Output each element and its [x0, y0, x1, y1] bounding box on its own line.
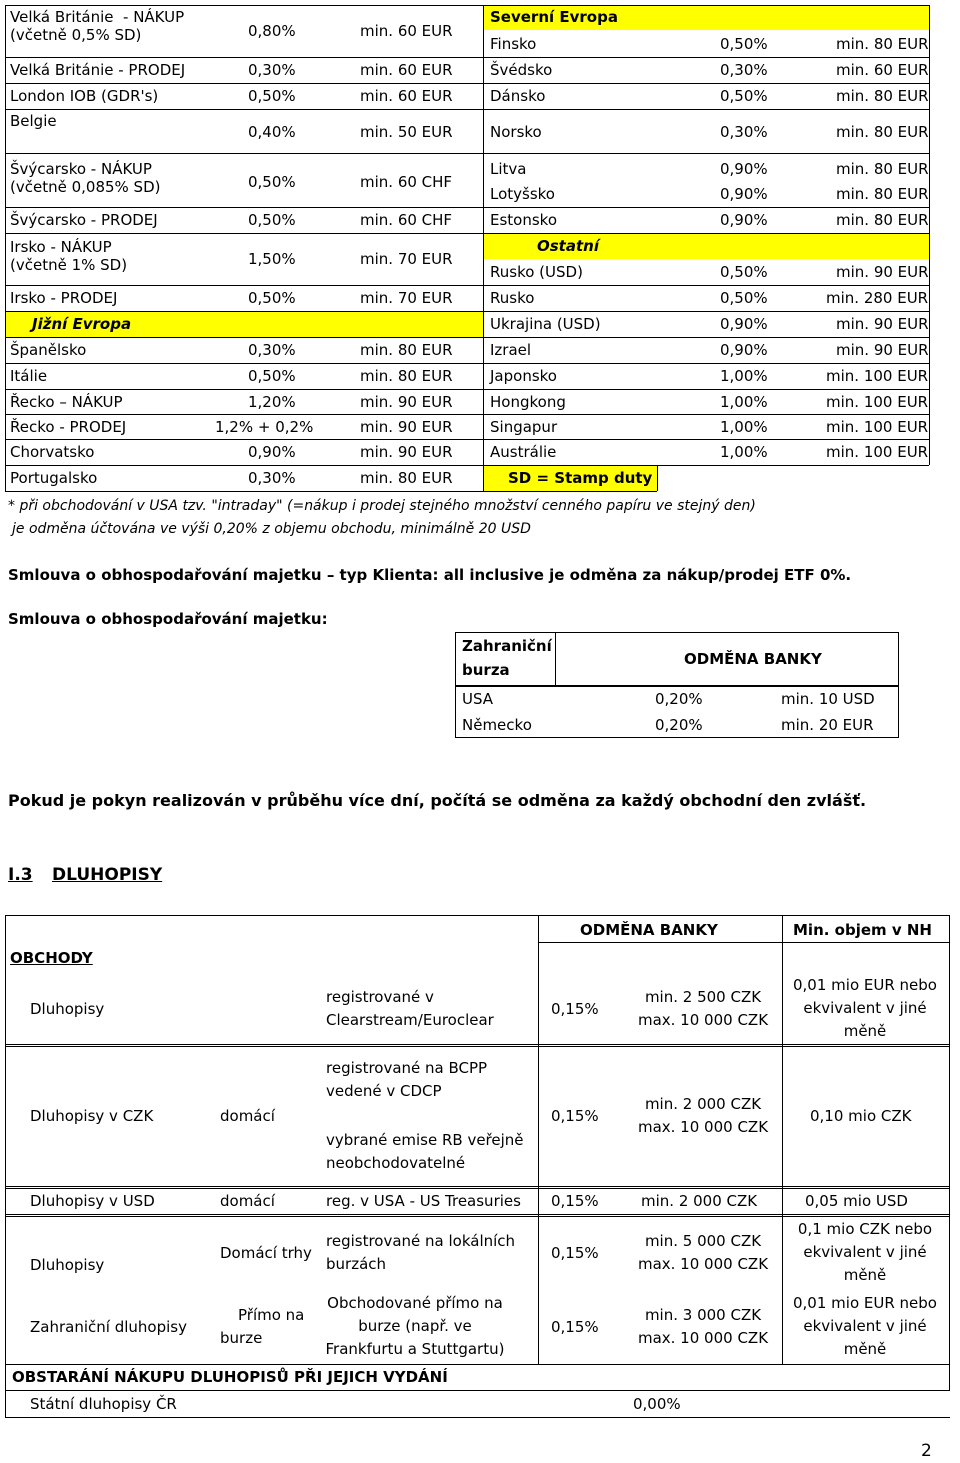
bond-row-minmax: min. 3 000 CZK max. 10 000 CZK [637, 1306, 769, 1347]
para-smlouva: Smlouva o obhospodařování majetku: [8, 610, 328, 628]
bond-row-type: Dluhopisy v USD [30, 1192, 155, 1210]
bonds-obstarani-title: OBSTARÁNÍ NÁKUPU DLUHOPISŮ PŘI JEJICH VYDÁNÍ [12, 1368, 448, 1386]
row-fee: 0,50% [248, 173, 296, 191]
row-fee: 0,40% [248, 123, 296, 141]
bond-row-fee: 0,15% [551, 1107, 599, 1125]
row-name: Izrael [490, 341, 532, 359]
row-name: Norsko [490, 123, 542, 141]
row-min: min. 50 EUR [360, 123, 453, 141]
smlouva-header-left: Zahraniční burza [462, 637, 552, 679]
smlouva-row-min: min. 10 USD [781, 690, 875, 708]
row-name: Řecko - PRODEJ [10, 418, 127, 436]
row-fee: 0,90% [720, 211, 768, 229]
row-fee: 0,90% [248, 443, 296, 461]
row-fee: 0,50% [248, 367, 296, 385]
bond-row-fee: 0,15% [551, 1244, 599, 1262]
bond-row-fee: 0,15% [551, 1318, 599, 1336]
row-name: Rusko (USD) [490, 263, 583, 281]
row-min: min. 90 EUR [836, 341, 929, 359]
bond-statni-fee: 0,00% [633, 1395, 681, 1413]
row-name: Austrálie [490, 443, 557, 461]
bond-row-type: Dluhopisy v CZK [30, 1107, 154, 1125]
row-min: min. 80 EUR [360, 469, 453, 487]
row-name: London IOB (GDR's) [10, 87, 159, 105]
row-fee: 1,00% [720, 443, 768, 461]
bond-row-registration: registrované na BCPP vedené v CDCP [326, 1059, 488, 1100]
row-fee: 0,30% [720, 61, 768, 79]
row-name: Švýcarsko - PRODEJ [10, 211, 158, 229]
row-min: min. 60 CHF [360, 173, 453, 191]
bond-row-type: Zahraniční dluhopisy [30, 1318, 187, 1336]
row-min: min. 60 EUR [836, 61, 929, 79]
bond-row-min-objem: 0,01 mio EUR nebo ekvivalent v jiné měně [793, 976, 937, 1040]
bond-row-market: Přímo na burze [220, 1306, 305, 1347]
row-fee: 0,50% [720, 263, 768, 281]
bond-row-minmax: min. 2 000 CZK max. 10 000 CZK [637, 1095, 769, 1136]
bond-row-market: Domácí trhy [220, 1244, 312, 1262]
row-fee: 0,80% [248, 22, 296, 40]
bond-row-registration: registrované v Clearstream/Euroclear [326, 988, 494, 1029]
region-heading-severni: Severní Evropa [490, 8, 618, 26]
row-name: Estonsko [490, 211, 558, 229]
row-fee: 0,30% [248, 341, 296, 359]
row-min: min. 60 EUR [360, 61, 453, 79]
region-heading-ostatni: Ostatní [537, 237, 599, 255]
bond-row-min-objem: 0,1 mio CZK nebo ekvivalent v jiné měně [797, 1220, 933, 1284]
row-min: min. 80 EUR [836, 123, 929, 141]
smlouva-row-min: min. 20 EUR [781, 716, 874, 734]
bond-row-minmax: min. 5 000 CZK max. 10 000 CZK [637, 1232, 769, 1273]
bond-row-registration: reg. v USA - US Treasuries [326, 1192, 521, 1210]
row-min: min. 60 CHF [360, 211, 453, 229]
row-fee: 1,20% [248, 393, 296, 411]
section-title: DLUHOPISY [52, 865, 163, 885]
row-min: min. 100 EUR [826, 367, 929, 385]
row-min: min. 60 EUR [360, 22, 453, 40]
row-min: min. 80 EUR [836, 185, 929, 203]
row-name: Velká Británie - NÁKUP (včetně 0,5% SD) [10, 8, 185, 44]
row-fee: 0,50% [248, 87, 296, 105]
bonds-header-obchody: OBCHODY [10, 949, 93, 967]
row-name: Litva [490, 160, 527, 178]
row-fee: 1,00% [720, 393, 768, 411]
bond-row-min-objem: 0,01 mio EUR nebo ekvivalent v jiné měně [793, 1294, 937, 1358]
row-min: min. 80 EUR [836, 35, 929, 53]
row-name: Velká Británie - PRODEJ [10, 61, 186, 79]
row-name: Japonsko [490, 367, 557, 385]
row-min: min. 70 EUR [360, 250, 453, 268]
region-heading-jizni: Jižní Evropa [32, 315, 132, 333]
row-min: min. 90 EUR [836, 315, 929, 333]
row-name: Portugalsko [10, 469, 98, 487]
row-min: min. 70 EUR [360, 289, 453, 307]
smlouva-row-name: USA [462, 690, 494, 708]
row-fee: 1,50% [248, 250, 296, 268]
para-all-inclusive: Smlouva o obhospodařování majetku – typ Klienta: all inclusive je odměna za nákup/prodej ETF 0%. [8, 566, 852, 584]
row-fee: 0,90% [720, 315, 768, 333]
row-name: Singapur [490, 418, 558, 436]
row-name: Švédsko [490, 61, 553, 79]
row-name: Dánsko [490, 87, 546, 105]
row-fee: 0,90% [720, 160, 768, 178]
row-min: min. 90 EUR [836, 263, 929, 281]
bond-row-minmax: min. 2 500 CZK max. 10 000 CZK [637, 988, 769, 1029]
row-name: Lotyšsko [490, 185, 555, 203]
row-name: Hongkong [490, 393, 566, 411]
row-min: min. 80 EUR [360, 341, 453, 359]
row-fee: 0,30% [720, 123, 768, 141]
bond-row-registration: Obchodované přímo na burze (např. ve Frankfurtu a Stuttgartu) [325, 1294, 505, 1358]
row-name: Řecko – NÁKUP [10, 393, 123, 411]
row-min: min. 80 EUR [836, 211, 929, 229]
bond-row-fee: 0,15% [551, 1192, 599, 1210]
row-name: Irsko - PRODEJ [10, 289, 118, 307]
footnote-line1: * při obchodování v USA tzv. "intraday" (=nákup i prodej stejného množství cenného papíru ve stejný den) [8, 498, 756, 514]
row-fee: 1,00% [720, 367, 768, 385]
bond-row-min-objem: 0,10 mio CZK [810, 1107, 912, 1125]
row-name: Švýcarsko - NÁKUP (včetně 0,085% SD) [10, 160, 161, 196]
row-min: min. 100 EUR [826, 443, 929, 461]
row-name: Finsko [490, 35, 537, 53]
page-number: 2 [921, 1441, 932, 1461]
row-min: min. 90 EUR [360, 393, 453, 411]
para-pokyn: Pokud je pokyn realizován v průběhu více dní, počítá se odměna za každý obchodní den zvlášť. [8, 791, 867, 810]
row-name: Chorvatsko [10, 443, 95, 461]
row-min: min. 80 EUR [836, 160, 929, 178]
row-fee: 0,90% [720, 341, 768, 359]
row-name: Belgie [10, 112, 57, 130]
bond-statni-name: Státní dluhopisy ČR [30, 1395, 177, 1413]
smlouva-row-fee: 0,20% [655, 690, 703, 708]
row-min: min. 100 EUR [826, 418, 929, 436]
row-min: min. 60 EUR [360, 87, 453, 105]
bond-row-registration: registrované na lokálních burzách [326, 1232, 516, 1273]
smlouva-header-right: ODMĚNA BANKY [684, 650, 822, 668]
smlouva-row-name: Německo [462, 716, 532, 734]
row-min: min. 80 EUR [836, 87, 929, 105]
bond-row-minmax: min. 2 000 CZK [641, 1192, 758, 1210]
row-fee: 1,2% + 0,2% [215, 418, 314, 436]
footnote-line2: je odměna účtována ve výši 0,20% z objemu obchodu, minimálně 20 USD [12, 521, 531, 537]
bond-row-market: domácí [220, 1192, 275, 1210]
row-name: Španělsko [10, 341, 87, 359]
section-number: I.3 [8, 865, 33, 885]
row-min: min. 80 EUR [360, 367, 453, 385]
bonds-header-min-objem: Min. objem v NH [793, 921, 932, 939]
row-name: Itálie [10, 367, 48, 385]
row-name: Irsko - NÁKUP (včetně 1% SD) [10, 238, 128, 274]
row-name: Rusko [490, 289, 535, 307]
sd-legend: SD = Stamp duty [508, 469, 653, 487]
bond-row-min-objem: 0,05 mio USD [805, 1192, 908, 1210]
row-fee: 0,30% [248, 61, 296, 79]
row-name: Ukrajina (USD) [490, 315, 601, 333]
bond-row-type: Dluhopisy [30, 1000, 105, 1018]
bond-row-market: domácí [220, 1107, 275, 1125]
bond-row-fee: 0,15% [551, 1000, 599, 1018]
row-fee: 0,50% [248, 289, 296, 307]
bond-row-type: Dluhopisy [30, 1256, 105, 1274]
bonds-header-odmena: ODMĚNA BANKY [580, 921, 718, 939]
row-fee: 0,50% [720, 289, 768, 307]
row-min: min. 280 EUR [826, 289, 929, 307]
row-fee: 0,50% [720, 35, 768, 53]
bond-row-registration-2: vybrané emise RB veřejně neobchodovatelné [326, 1131, 524, 1172]
row-fee: 0,30% [248, 469, 296, 487]
row-fee: 0,90% [720, 185, 768, 203]
smlouva-row-fee: 0,20% [655, 716, 703, 734]
row-min: min. 90 EUR [360, 418, 453, 436]
row-fee: 1,00% [720, 418, 768, 436]
row-min: min. 100 EUR [826, 393, 929, 411]
row-fee: 0,50% [720, 87, 768, 105]
row-fee: 0,50% [248, 211, 296, 229]
row-min: min. 90 EUR [360, 443, 453, 461]
